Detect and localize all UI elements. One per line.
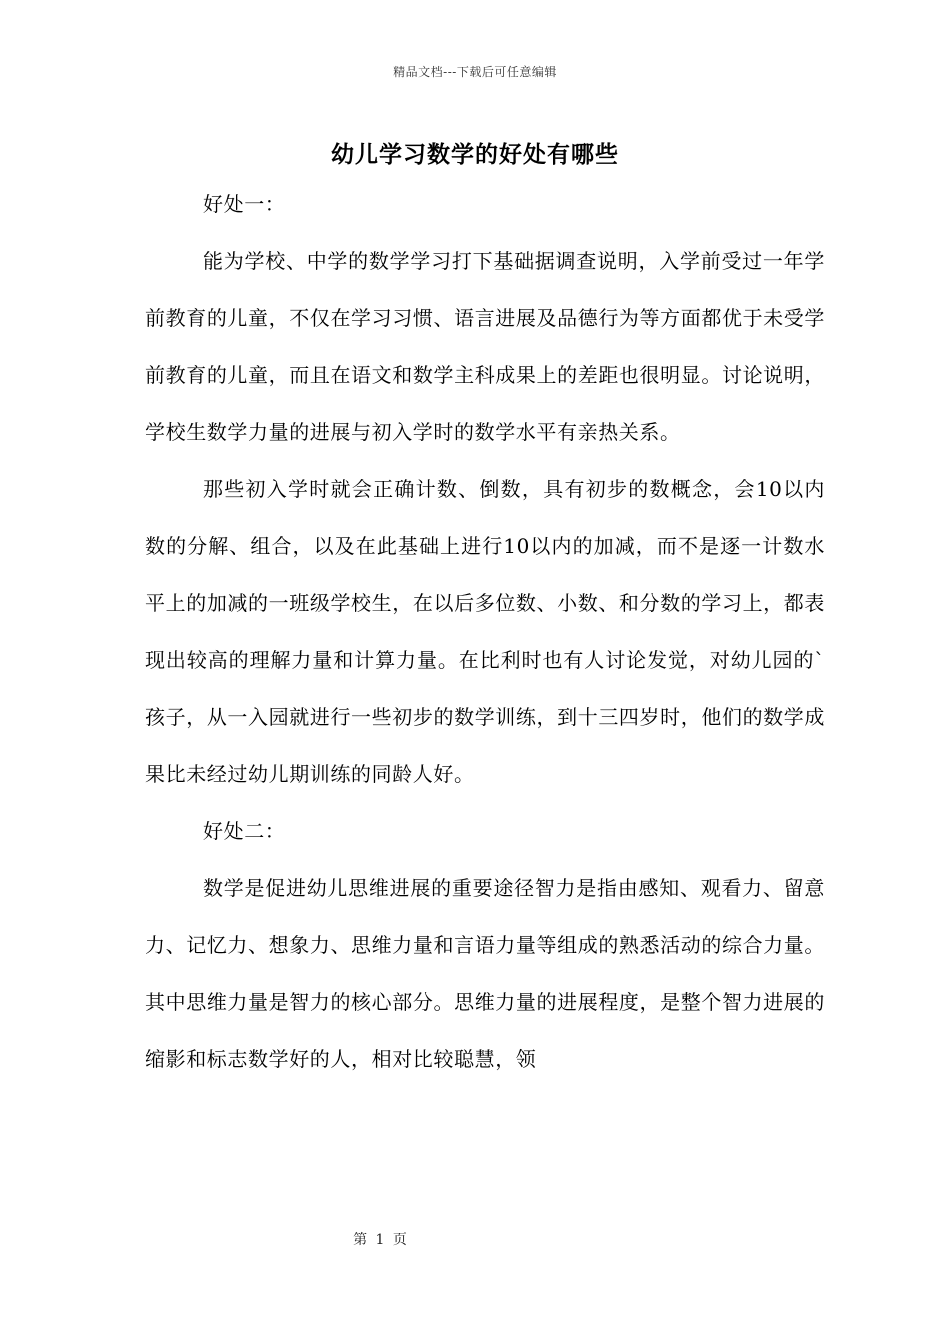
page-footer	[0, 1229, 760, 1249]
page-number-prefix: 第	[353, 1232, 368, 1248]
document-title: 幼儿学习数学的好处有哪些	[331, 141, 619, 168]
page-header: 精品文档---下载后可任意编辑	[393, 65, 557, 79]
page-number: 1	[375, 1232, 385, 1248]
document-body	[145, 176, 825, 1088]
page-number-suffix: 页	[392, 1232, 407, 1248]
section-heading-2: 好处二：	[203, 819, 286, 843]
body-paragraph-1: 能为学校、中学的数学学习打下基础据调查说明，入学前受过一年学前教育的儿童，不仅在学习习惯、语言进展及品德行为等方面都优于未受学前教育的儿童，而且在语文和数学主科成果上的差距也很明显。讨论说明，学校生数学力量的进展与初入学时的数学水平有亲热关系。	[145, 249, 825, 444]
body-paragraph-2: 那些初入学时就会正确计数、倒数，具有初步的数概念，会10以内数的分解、组合，以及在此基础上进行10以内的加减，而不是逐一计数水平上的加减的一班级学校生，在以后多位数、小数、和分数的学习上，都表现出较高的理解力量和计算力量。在比利时也有人讨论发觉，对幼儿园的`孩子，从一入园就进行一些初步的数学训练，到十三四岁时，他们的数学成果比未经过幼儿期训练的同龄人好。	[145, 477, 825, 786]
body-paragraph-3: 数学是促进幼儿思维进展的重要途径智力是指由感知、观看力、留意力、记忆力、想象力、思维力量和言语力量等组成的熟悉活动的综合力量。其中思维力量是智力的核心部分。思维力量的进展程度，是整个智力进展的缩影和标志数学好的人，相对比较聪慧，领	[145, 876, 825, 1071]
section-heading-1: 好处一：	[203, 192, 286, 216]
